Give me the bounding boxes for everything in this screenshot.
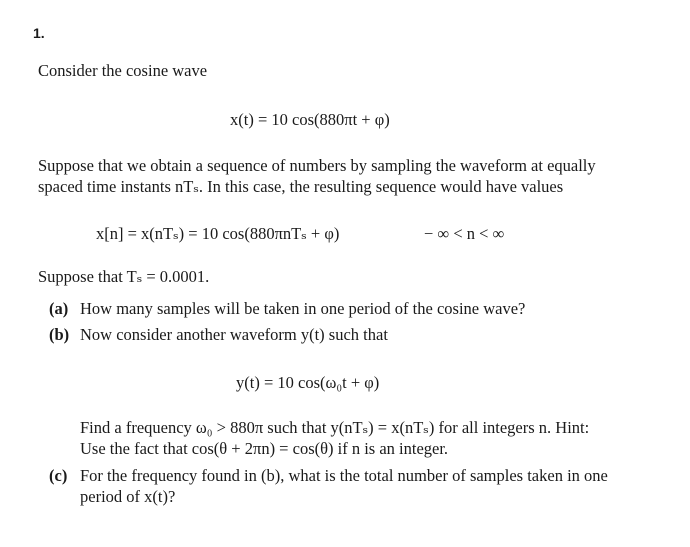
part-c-line-1: For the frequency found in (b), what is the total number of samples taken in one	[80, 466, 608, 485]
part-b-label: (b)	[49, 325, 70, 344]
equation-x-t: x(t) = 10 cos(880πt + φ)	[230, 110, 390, 129]
equation-x-n: x[n] = x(nTₛ) = 10 cos(880πnTₛ + φ)	[96, 224, 340, 243]
part-b-line-1: Find a frequency ω₀ > 880π such that y(nTₛ) = x(nTₛ) for all integers n. Hint:	[80, 418, 590, 437]
problem-number: 1.	[33, 25, 45, 41]
part-b-text: Now consider another waveform y(t) such that	[80, 325, 388, 344]
equation-y-t: y(t) = 10 cos(ω₀t + φ)	[236, 373, 380, 392]
part-b-line-2: Use the fact that cos(θ + 2πn) = cos(θ) if n is an integer.	[80, 439, 449, 458]
equation-n-range: − ∞ < n < ∞	[424, 224, 505, 243]
part-c-line-2: period of x(t)?	[80, 487, 176, 506]
part-a-label: (a)	[49, 299, 69, 318]
part-c-label: (c)	[49, 466, 68, 485]
sampling-period-statement: Suppose that Tₛ = 0.0001.	[38, 267, 210, 286]
paragraph-line-2: spaced time instants nTₛ. In this case, the resulting sequence would have values	[38, 177, 564, 196]
paragraph-line-1: Suppose that we obtain a sequence of numbers by sampling the waveform at equally	[38, 156, 596, 175]
part-a-text: How many samples will be taken in one period of the cosine wave?	[80, 299, 526, 318]
intro-text: Consider the cosine wave	[38, 61, 208, 80]
